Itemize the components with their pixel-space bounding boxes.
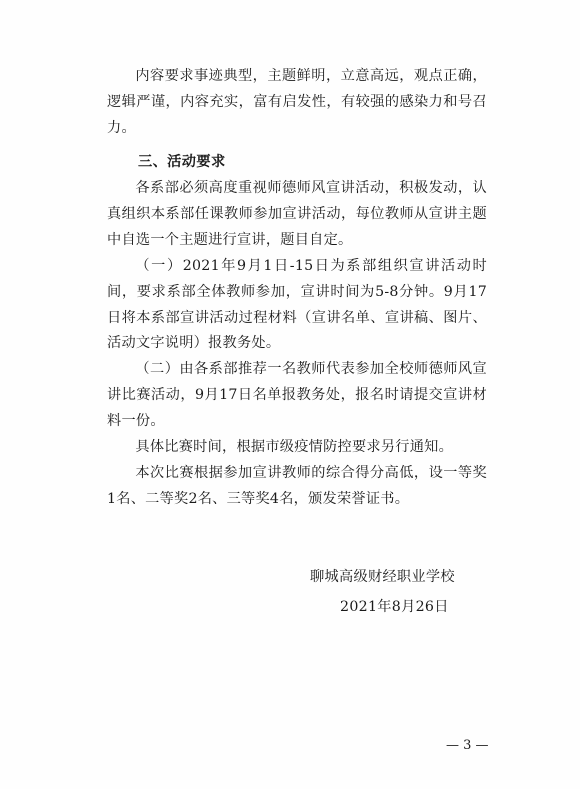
paragraph-content-requirements: 内容要求事迹典型，主题鲜明，立意高远，观点正确，逻辑严谨，内容充实，富有启发性，有较强的感染力和号召力。 [107,68,487,136]
page-number: — 3 — [446,738,489,753]
signature-date: 2021年8月26日 [340,599,449,615]
paragraph-competition-time: 具体比赛时间，根据市级疫情防控要求另行通知。 [135,439,454,455]
paragraph-item-one: （一）2021年9月1日-15日为系部组织宣讲活动时间，要求系部全体教师参加，宣讲时间为5-8分钟。9月17日将本系部宣讲活动过程材料（宣讲名单、宣讲稿、图片、活动文字说明）报教务处。 [107,258,487,352]
section-heading-activity-requirements: 三、活动要求 [138,154,226,170]
signature-organization: 聊城高级财经职业学校 [310,569,455,585]
paragraph-item-two: （二）由各系部推荐一名教师代表参加全校师德师风宣讲比赛活动，9月17日名单报教务处，报名时请提交宣讲材料一份。 [107,361,487,429]
paragraph-departments-organize: 各系部必须高度重视师德师风宣讲活动，积极发动，认真组织本系部任课教师参加宣讲活动，每位教师从宣讲主题中自选一个主题进行宣讲，题目自定。 [107,180,487,248]
paragraph-awards: 本次比赛根据参加宣讲教师的综合得分高低，设一等奖1名、二等奖2名、三等奖4名，颁发荣誉证书。 [107,465,487,507]
